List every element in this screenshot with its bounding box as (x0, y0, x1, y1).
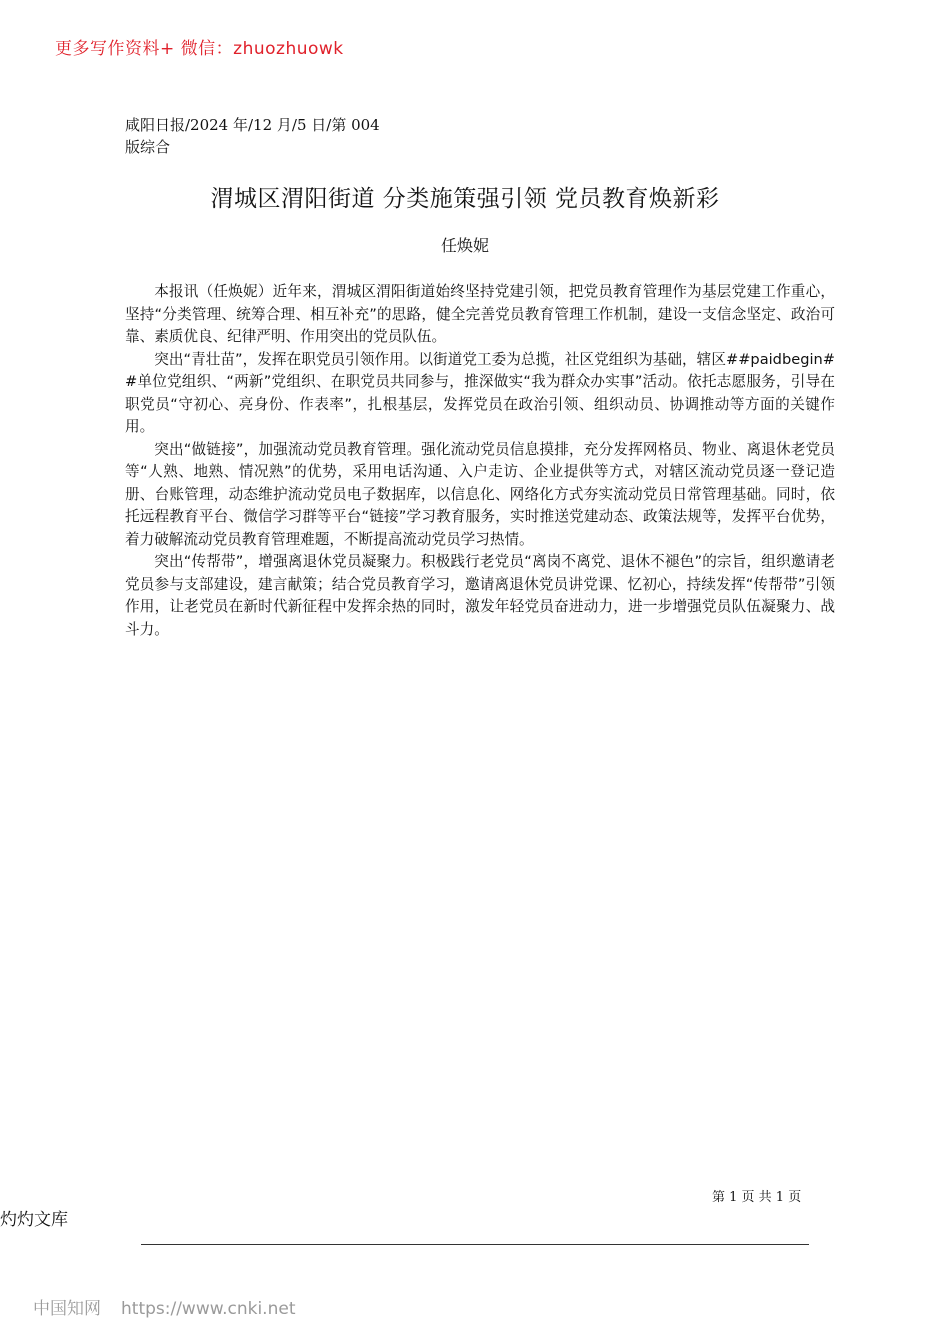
promo-text: 更多写作资料+ 微信：zhuozhuowk (55, 39, 344, 59)
source-line-2: 版综合 (125, 138, 171, 156)
source-line-1: 咸阳日报/2024 年/12 月/5 日/第 004 (125, 116, 380, 134)
article-body (125, 281, 835, 641)
article-title: 渭城区渭阳街道 分类施策强引领 党员教育焕新彩 (210, 186, 720, 212)
footer-divider (141, 1244, 809, 1245)
article-paragraph: 突出“做链接”，加强流动党员教育管理。强化流动党员信息摸排，充分发挥网格员、物业、离退休老党员等“人熟、地熟、情况熟”的优势，采用电话沟通、入户走访、企业提供等方式，对辖区流动党员逐一登记造册、台账管理，动态维护流动党员电子数据库，以信息化、网络化方式夯实流动党员日常管理基础。同时，依托远程教育平台、微信学习群等平台“链接”学习教育服务，实时推送党建动态、政策法规等，发挥平台优势，着力破解流动党员教育管理难题，不断提高流动党员学习热情。 (125, 440, 835, 548)
article-paragraph: 本报讯（任焕妮）近年来，渭城区渭阳街道始终坚持党建引领，把党员教育管理作为基层党建工作重心，坚持“分类管理、统筹合理、相互补充”的思路，健全完善党员教育管理工作机制，建设一支信念坚定、政治可靠、素质优良、纪律严明、作用突出的党员队伍。 (125, 283, 835, 345)
article-author: 任焕妮 (440, 236, 489, 255)
watermark-url: https://www.cnki.net (121, 1299, 296, 1319)
source-citation (125, 114, 380, 158)
watermark-site: 中国知网 (33, 1299, 101, 1319)
article-paragraph: 突出“传帮带”，增强离退休党员凝聚力。积极践行老党员“离岗不离党、退休不褪色”的宗旨，组织邀请老党员参与支部建设，建言献策；结合党员教育学习，邀请离退休党员讲党课、忆初心，持续发挥“传帮带”引领作用，让老党员在新时代新征程中发挥余热的同时，激发年轻党员奋进动力，进一步增强党员队伍凝聚力、战斗力。 (125, 553, 835, 638)
article-paragraph: 突出“青壮苗”，发挥在职党员引领作用。以街道党工委为总揽，社区党组织为基础，辖区##paidbegin##单位党组织、“两新”党组织、在职党员共同参与，推深做实“我为群众办实事”活动。依托志愿服务，引导在职党员“守初心、亮身份、作表率”，扎根基层，发挥党员在政治引领、组织动员、协调推动等方面的关键作用。 (125, 350, 835, 435)
library-name: 灼灼文库 (0, 1210, 68, 1230)
page-number: 第 1 页 共 1 页 (712, 1190, 802, 1205)
watermark (33, 1294, 295, 1319)
